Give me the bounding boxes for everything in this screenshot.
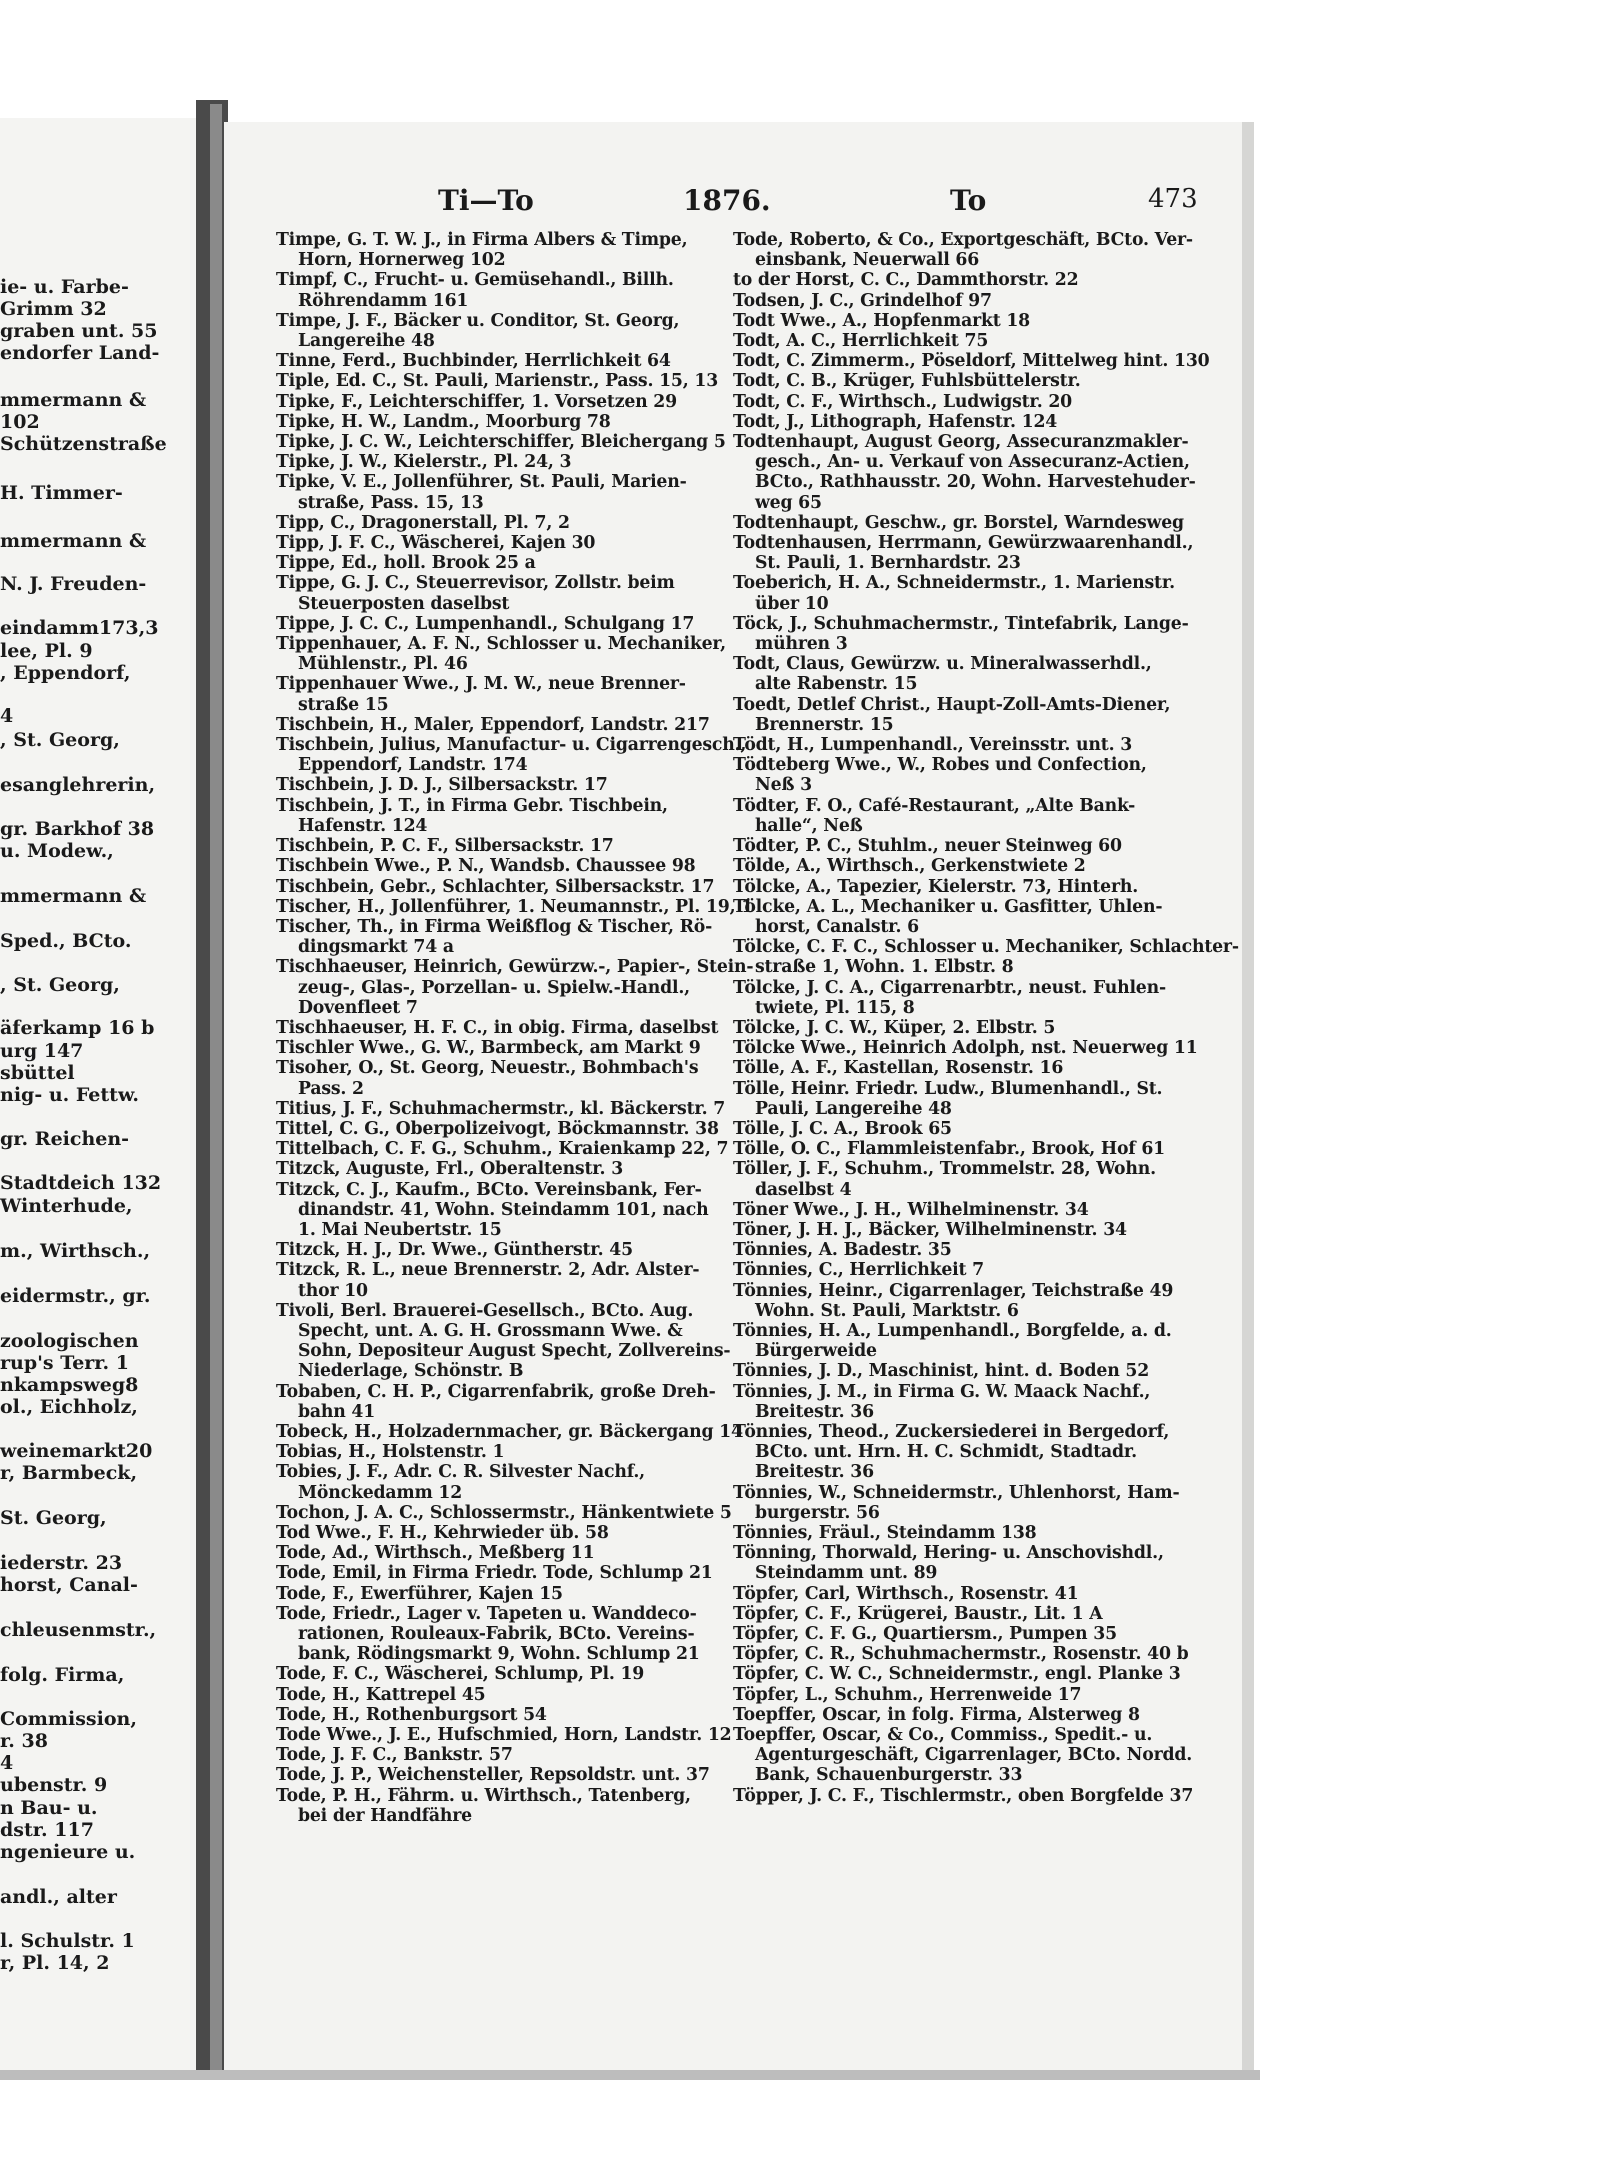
directory-entry-line: straße 15 xyxy=(298,694,389,715)
left-page-fragment: Commission, xyxy=(0,1708,137,1730)
left-page-fragment: äferkamp 16 b xyxy=(0,1017,155,1039)
left-page-text-fragments xyxy=(0,132,200,2072)
directory-entry-line: Töpfer, L., Schuhm., Herrenweide 17 xyxy=(733,1684,1082,1705)
directory-entry-line: thor 10 xyxy=(298,1280,368,1301)
left-page-fragment: 4 xyxy=(0,1752,14,1774)
directory-entry-line: Agenturgeschäft, Cigarrenlager, BCto. Nordd. xyxy=(755,1745,1193,1766)
directory-entry-line: Tobias, H., Holstenstr. 1 xyxy=(276,1442,505,1463)
left-page-fragment: , Eppendorf, xyxy=(0,662,131,684)
directory-entry-line: Töpfer, C. F., Krügerei, Baustr., Lit. 1 A xyxy=(733,1603,1103,1624)
directory-entry-line: Dovenfleet 7 xyxy=(298,997,418,1018)
left-page-fragment: r, Pl. 14, 2 xyxy=(0,1952,110,1974)
left-page-fragment: , St. Georg, xyxy=(0,729,120,751)
directory-entry-line: Breitestr. 36 xyxy=(755,1401,874,1422)
left-page-fragment: mmermann & xyxy=(0,530,147,552)
directory-entry-line: Titzck, C. J., Kaufm., BCto. Vereinsbank, Fer- xyxy=(276,1179,702,1200)
directory-entry-line: Timpf, C., Frucht- u. Gemüsehandl., Billh. xyxy=(276,270,674,291)
directory-entry-line: Tischbein, Gebr., Schlachter, Silbersackstr. 17 xyxy=(276,876,715,897)
directory-entry-line: Tode, J. F. C., Bankstr. 57 xyxy=(276,1745,513,1766)
directory-entry-line: Timpe, G. T. W. J., in Firma Albers & Timpe, xyxy=(276,230,688,250)
page-number: 473 xyxy=(1148,184,1198,214)
directory-entry-line: Tippenhauer, A. F. N., Schlosser u. Mechaniker, xyxy=(276,634,726,655)
directory-entry-line: Tippe, Ed., holl. Brook 25 a xyxy=(276,553,536,574)
directory-entry-line: Toepffer, Oscar, & Co., Commiss., Spedit.- u. xyxy=(733,1725,1153,1746)
directory-entry-line: Todtenhaupt, August Georg, Assecuranzmakler- xyxy=(733,432,1189,453)
directory-entry-line: burgerstr. 56 xyxy=(755,1502,880,1523)
directory-entry-line: BCto., Rathhausstr. 20, Wohn. Harvestehuder- xyxy=(755,472,1196,493)
left-page-fragment: 4 xyxy=(0,705,14,727)
directory-entry-line: Tönnies, W., Schneidermstr., Uhlenhorst, Ham- xyxy=(733,1482,1180,1503)
directory-entry-line: Tode, P. H., Fährm. u. Wirthsch., Tatenberg, xyxy=(276,1785,691,1806)
directory-entry-line: Todsen, J. C., Grindelhof 97 xyxy=(733,290,992,311)
left-page-fragment: horst, Canal- xyxy=(0,1574,138,1596)
directory-entry-line: dinandstr. 41, Wohn. Steindamm 101, nach xyxy=(298,1199,709,1220)
directory-entry-line: Tödt, H., Lumpenhandl., Vereinsstr. unt. 3 xyxy=(733,735,1133,756)
directory-entry-line: rationen, Rouleaux-Fabrik, BCto. Vereins- xyxy=(298,1624,695,1645)
directory-entry-line: Todt, Claus, Gewürzw. u. Mineralwasserhdl., xyxy=(733,654,1152,675)
left-page-fragment: sbüttel xyxy=(0,1062,75,1084)
running-head-year: 1876. xyxy=(683,184,771,217)
directory-entry-line: Horn, Hornerweg 102 xyxy=(298,250,506,271)
directory-entry-line: Tipke, H. W., Landm., Moorburg 78 xyxy=(276,411,611,432)
left-page-fragment: folg. Firma, xyxy=(0,1664,125,1686)
directory-entry-line: Todt, J., Lithograph, Hafenstr. 124 xyxy=(733,411,1058,432)
directory-entry-line: Tippe, G. J. C., Steuerrevisor, Zollstr. beim xyxy=(276,573,675,594)
directory-entry-line: Breitestr. 36 xyxy=(755,1462,874,1483)
directory-entry-line: Toeberich, H. A., Schneidermstr., 1. Marienstr. xyxy=(733,573,1175,594)
directory-entry-line: bank, Rödingsmarkt 9, Wohn. Schlump 21 xyxy=(298,1644,700,1665)
directory-entry-line: twiete, Pl. 115, 8 xyxy=(755,997,915,1018)
directory-entry-line: Tipke, J. W., Kielerstr., Pl. 24, 3 xyxy=(276,452,572,473)
directory-entry-line: halle“, Neß xyxy=(755,815,863,836)
left-page-fragment: 102 xyxy=(0,411,40,433)
left-page-fragment: St. Georg, xyxy=(0,1507,107,1529)
directory-entry-line: Tönnies, Fräul., Steindamm 138 xyxy=(733,1523,1037,1543)
left-page-fragment: r, Barmbeck, xyxy=(0,1462,138,1484)
directory-entry-line: Töller, J. F., Schuhm., Trommelstr. 28, Wohn. xyxy=(733,1159,1156,1180)
directory-entry-line: Tivoli, Berl. Brauerei-Gesellsch., BCto. Aug. xyxy=(276,1300,694,1321)
left-page-fragment: r. 38 xyxy=(0,1730,48,1752)
directory-entry-line: Titzck, R. L., neue Brennerstr. 2, Adr. Alster- xyxy=(276,1260,700,1281)
directory-entry-line: Tölcke, A. L., Mechaniker u. Gasfitter, Uhlen- xyxy=(733,896,1163,917)
directory-entry-line: Tölcke, J. C. W., Küper, 2. Elbstr. 5 xyxy=(733,1017,1056,1038)
directory-entry-line: 1. Mai Neubertstr. 15 xyxy=(298,1219,502,1240)
directory-entry-line: St. Pauli, 1. Bernhardstr. 23 xyxy=(755,553,1021,574)
directory-entry-line: Mühlenstr., Pl. 46 xyxy=(298,654,468,675)
directory-entry-line: Tochon, J. A. C., Schlossermstr., Hänkentwiete 5 xyxy=(276,1502,732,1523)
directory-entry-line: Todt, C. F., Wirthsch., Ludwigstr. 20 xyxy=(733,391,1072,412)
directory-entry-line: Töpfer, C. F. G., Quartiersm., Pumpen 35 xyxy=(733,1624,1117,1645)
directory-entry-line: BCto. unt. Hrn. H. C. Schmidt, Stadtadr. xyxy=(755,1442,1137,1463)
left-page-fragment: ie- u. Farbe- xyxy=(0,276,129,298)
directory-entry-line: Röhrendamm 161 xyxy=(298,290,469,311)
directory-entry-line: Neß 3 xyxy=(755,775,812,796)
left-page-fragment: mmermann & xyxy=(0,389,147,411)
left-page-fragment: gr. Barkhof 38 xyxy=(0,818,155,840)
directory-entry-line: Töpfer, C. R., Schuhmachermstr., Rosenstr. 40 b xyxy=(733,1644,1189,1665)
left-page-fragment: nig- u. Fettw. xyxy=(0,1084,140,1106)
directory-entry-line: Tönnies, Heinr., Cigarrenlager, Teichstraße 49 xyxy=(733,1280,1174,1301)
directory-entry-line: Tode, H., Rothenburgsort 54 xyxy=(276,1704,547,1725)
left-page-fragment: l. Schulstr. 1 xyxy=(0,1930,135,1952)
directory-entry-line: zeug-, Glas-, Porzellan- u. Spielw.-Handl., xyxy=(298,977,690,998)
directory-entry-line: Tölle, Heinr. Friedr. Ludw., Blumenhandl., St. xyxy=(733,1078,1163,1099)
directory-entry-line: Toedt, Detlef Christ., Haupt-Zoll-Amts-Diener, xyxy=(733,694,1171,715)
directory-entry-line: daselbst 4 xyxy=(755,1179,852,1200)
directory-entry-line: Tischbein Wwe., P. N., Wandsb. Chaussee 98 xyxy=(276,856,696,877)
directory-entry-line: horst, Canalstr. 6 xyxy=(755,916,919,937)
directory-entry-line: Todt, C. Zimmerm., Pöseldorf, Mittelweg hint. 130 xyxy=(733,351,1210,372)
directory-entry-line: Tölcke, A., Tapezier, Kielerstr. 73, Hinterh. xyxy=(733,876,1139,897)
directory-entry-line: Tölle, J. C. A., Brook 65 xyxy=(733,1118,952,1139)
directory-entry-line: Todt Wwe., A., Hopfenmarkt 18 xyxy=(733,310,1031,331)
directory-entry-line: Tinne, Ferd., Buchbinder, Herrlichkeit 64 xyxy=(276,351,671,372)
directory-entry-line: Sohn, Depositeur August Specht, Zollvereins- xyxy=(298,1341,731,1362)
directory-entry-line: Eppendorf, Landstr. 174 xyxy=(298,755,528,776)
directory-entry-line: Titius, J. F., Schuhmachermstr., kl. Bäckerstr. 7 xyxy=(276,1098,726,1119)
directory-entry-line: Niederlage, Schönstr. B xyxy=(298,1361,524,1382)
directory-entry-line: Tode, Roberto, & Co., Exportgeschäft, BCto. Ver- xyxy=(733,230,1193,250)
directory-entry-line: Tittelbach, C. F. G., Schuhm., Kraienkamp 22, 7 xyxy=(276,1139,729,1160)
directory-entry-line: Tode, H., Kattrepel 45 xyxy=(276,1684,486,1705)
directory-entry-line: Töck, J., Schuhmachermstr., Tintefabrik, Lange- xyxy=(733,613,1189,634)
directory-entry-line: Timpe, J. F., Bäcker u. Conditor, St. Georg, xyxy=(276,310,680,331)
directory-entry-line: mühren 3 xyxy=(755,634,848,655)
directory-entry-line: Tobeck, H., Holzadernmacher, gr. Bäckergang 14 xyxy=(276,1421,743,1442)
directory-entry-line: weg 65 xyxy=(755,492,822,513)
left-page-fragment: urg 147 xyxy=(0,1040,84,1062)
directory-entry-line: Todtenhausen, Herrmann, Gewürzwaarenhandl., xyxy=(733,533,1194,554)
left-page-fragment: Stadtdeich 132 xyxy=(0,1172,162,1194)
left-page-fragment: , St. Georg, xyxy=(0,974,120,996)
left-page-fragment: eindamm173,3 xyxy=(0,617,159,639)
directory-entry-line: einsbank, Neuerwall 66 xyxy=(755,250,980,271)
left-page-fragment: endorfer Land- xyxy=(0,342,160,364)
directory-entry-line: Tipke, V. E., Jollenführer, St. Pauli, Marien- xyxy=(276,472,687,493)
directory-entry-line: Tönnies, J. D., Maschinist, hint. d. Boden 52 xyxy=(733,1361,1150,1382)
directory-entry-line: Tischler Wwe., G. W., Barmbeck, am Markt 9 xyxy=(276,1038,701,1059)
left-page-fragment: weinemarkt20 xyxy=(0,1440,153,1462)
directory-entry-line: Tölcke, C. F. C., Schlosser u. Mechaniker, Schlachter- xyxy=(733,937,1239,958)
directory-entry-line: Tiple, Ed. C., St. Pauli, Marienstr., Pass. 15, 13 xyxy=(276,371,719,392)
left-page-fragment: rup's Terr. 1 xyxy=(0,1352,130,1374)
directory-entry-line: dingsmarkt 74 a xyxy=(298,937,454,958)
directory-entry-line: Tischbein, H., Maler, Eppendorf, Landstr. 217 xyxy=(276,714,710,735)
left-page-fragment: nkampsweg8 xyxy=(0,1374,139,1396)
directory-column-left xyxy=(276,230,754,1826)
left-page-fragment: eidermstr., gr. xyxy=(0,1285,151,1307)
directory-entry-line: Titzck, Auguste, Frl., Oberaltenstr. 3 xyxy=(276,1159,624,1180)
directory-entry-line: Tölle, O. C., Flammleistenfabr., Brook, Hof 61 xyxy=(733,1139,1166,1160)
directory-entry-line: Tode, Ad., Wirthsch., Meßberg 11 xyxy=(276,1543,595,1564)
left-page-fragment: dstr. 117 xyxy=(0,1819,94,1841)
directory-entry-line: Tölde, A., Wirthsch., Gerkenstwiete 2 xyxy=(733,856,1086,877)
directory-entry-line: Todtenhaupt, Geschw., gr. Borstel, Warndesweg xyxy=(733,512,1184,533)
directory-entry-line: Tödter, F. O., Café-Restaurant, „Alte Bank- xyxy=(733,795,1136,816)
directory-entry-line: Tipke, J. C. W., Leichterschiffer, Bleichergang 5 xyxy=(276,432,726,453)
left-page-fragment: H. Timmer- xyxy=(0,482,123,504)
directory-entry-line: Tippenhauer Wwe., J. M. W., neue Brenner- xyxy=(276,674,686,695)
directory-entry-line: Tippe, J. C. C., Lumpenhandl., Schulgang 17 xyxy=(276,613,695,634)
directory-entry-line: Töner, J. H. J., Bäcker, Wilhelminenstr. 34 xyxy=(733,1219,1127,1240)
left-page-fragment: esanglehrerin, xyxy=(0,774,156,796)
directory-entry-line: Wohn. St. Pauli, Marktstr. 6 xyxy=(755,1300,1019,1321)
directory-entry-line: Töner Wwe., J. H., Wilhelminenstr. 34 xyxy=(733,1199,1089,1220)
directory-entry-line: Tode Wwe., J. E., Hufschmied, Horn, Landstr. 12 xyxy=(276,1725,732,1746)
directory-entry-line: Tödteberg Wwe., W., Robes und Confection, xyxy=(733,755,1147,776)
left-page-fragment: N. J. Freuden- xyxy=(0,573,147,595)
directory-entry-line: Specht, unt. A. G. H. Grossmann Wwe. & xyxy=(298,1320,683,1341)
left-page-fragment: Schützenstraße xyxy=(0,433,167,455)
directory-entry-line: Tischbein, J. D. J., Silbersackstr. 17 xyxy=(276,775,608,796)
directory-entry-line: Bank, Schauenburgerstr. 33 xyxy=(755,1765,1023,1786)
directory-entry-line: Brennerstr. 15 xyxy=(755,714,894,735)
directory-entry-line: Tode, F., Ewerführer, Kajen 15 xyxy=(276,1583,563,1604)
directory-entry-line: Tipke, F., Leichterschiffer, 1. Vorsetzen 29 xyxy=(276,391,677,412)
directory-entry-line: straße 1, Wohn. 1. Elbstr. 8 xyxy=(755,957,1014,978)
directory-entry-line: straße, Pass. 15, 13 xyxy=(298,492,484,513)
directory-entry-line: Tönnies, Theod., Zuckersiederei in Bergedorf, xyxy=(733,1421,1170,1442)
directory-entry-line: Tipp, J. F. C., Wäscherei, Kajen 30 xyxy=(276,533,596,554)
directory-entry-line: Tode, F. C., Wäscherei, Schlump, Pl. 19 xyxy=(276,1664,645,1685)
directory-entry-line: Hafenstr. 124 xyxy=(298,815,428,836)
directory-entry-line: über 10 xyxy=(755,593,829,614)
left-page-fragment: andl., alter xyxy=(0,1886,117,1908)
left-page-fragment: m., Wirthsch., xyxy=(0,1240,151,1262)
running-head-left: Ti—To xyxy=(438,184,534,217)
directory-entry-line: Tittel, C. G., Oberpolizeivogt, Böckmannstr. 38 xyxy=(276,1118,719,1139)
left-page-fragment: ubenstr. 9 xyxy=(0,1774,108,1796)
directory-entry-line: Pass. 2 xyxy=(298,1078,364,1099)
directory-column-right xyxy=(733,230,1239,1806)
right-page xyxy=(228,122,1252,2072)
directory-entry-line: Tischbein, J. T., in Firma Gebr. Tischbein, xyxy=(276,795,668,816)
directory-entry-line: Pauli, Langereihe 48 xyxy=(755,1098,952,1119)
left-page-fragment: chleusenmstr., xyxy=(0,1619,157,1641)
left-page-fragment: iederstr. 23 xyxy=(0,1552,123,1574)
directory-entry-line: Tölcke, J. C. A., Cigarrenarbtr., neust. Fuhlen- xyxy=(733,977,1166,998)
directory-entry-line: Tölle, A. F., Kastellan, Rosenstr. 16 xyxy=(733,1058,1064,1079)
left-page-fragment: lee, Pl. 9 xyxy=(0,640,93,662)
left-page-fragment: u. Modew., xyxy=(0,840,114,862)
directory-entry-line: Töpfer, Carl, Wirthsch., Rosenstr. 41 xyxy=(733,1583,1079,1604)
directory-entry-line: Todt, A. C., Herrlichkeit 75 xyxy=(733,331,989,352)
directory-entry-line: Tode, J. P., Weichensteller, Repsoldstr. unt. 37 xyxy=(276,1765,710,1786)
directory-entry-line: Töpfer, C. W. C., Schneidermstr., engl. Planke 3 xyxy=(733,1664,1181,1685)
directory-entry-line: Tode, Emil, in Firma Friedr. Tode, Schlump 21 xyxy=(276,1563,713,1584)
directory-entry-line: Töpper, J. C. F., Tischlermstr., oben Borgfelde 37 xyxy=(733,1785,1194,1806)
directory-entry-line: alte Rabenstr. 15 xyxy=(755,674,918,695)
directory-entry-line: Tischbein, P. C. F., Silbersackstr. 17 xyxy=(276,836,614,857)
directory-entry-line: Tischer, Th., in Firma Weißflog & Tischer, Rö- xyxy=(276,916,713,937)
left-page-fragment: ngenieure u. xyxy=(0,1841,136,1863)
directory-entry-line: Steindamm unt. 89 xyxy=(755,1563,938,1584)
directory-entry-line: Tönnies, A. Badestr. 35 xyxy=(733,1240,952,1261)
directory-entry-line: Mönckedamm 12 xyxy=(298,1482,463,1503)
directory-entry-line: Tönnies, J. M., in Firma G. W. Maack Nachf., xyxy=(733,1381,1151,1402)
left-page-fragment: Sped., BCto. xyxy=(0,930,132,952)
directory-entry-line: bahn 41 xyxy=(298,1401,376,1422)
directory-entry-line: Tölcke Wwe., Heinrich Adolph, nst. Neuerweg 11 xyxy=(733,1038,1198,1059)
directory-entry-line: Tischhaeuser, Heinrich, Gewürzw.-, Papier-, Stein- xyxy=(276,957,754,978)
directory-entry-line: Steuerposten daselbst xyxy=(298,593,510,614)
directory-entry-line: Bürgerweide xyxy=(755,1341,877,1362)
directory-entry-line: Tobies, J. F., Adr. C. R. Silvester Nachf., xyxy=(276,1462,645,1483)
left-page-fragment: gr. Reichen- xyxy=(0,1128,130,1150)
left-page-fragment: n Bau- u. xyxy=(0,1797,98,1819)
directory-entry-line: Toepffer, Oscar, in folg. Firma, Alsterweg 8 xyxy=(733,1704,1140,1725)
directory-entry-line: Tönnies, C., Herrlichkeit 7 xyxy=(733,1260,984,1281)
left-page-fragment: mmermann & xyxy=(0,885,147,907)
directory-entry-line: Tod Wwe., F. H., Kehrwieder üb. 58 xyxy=(276,1523,609,1543)
directory-entry-line: Titzck, H. J., Dr. Wwe., Güntherstr. 45 xyxy=(276,1240,633,1261)
directory-entry-line: Tödter, P. C., Stuhlm., neuer Steinweg 60 xyxy=(733,836,1122,857)
directory-entry-line: Tischhaeuser, H. F. C., in obig. Firma, daselbst xyxy=(276,1017,719,1038)
directory-entry-line: Tischbein, Julius, Manufactur- u. Cigarrengesch., xyxy=(276,735,747,756)
directory-entry-line: Tode, Friedr., Lager v. Tapeten u. Wanddeco- xyxy=(276,1603,697,1624)
running-head-right: To xyxy=(950,184,987,217)
left-page-fragment: zoologischen xyxy=(0,1330,139,1352)
directory-entry-line: Tisoher, O., St. Georg, Neuestr., Bohmbach's xyxy=(276,1058,699,1079)
left-page-fragment: graben unt. 55 xyxy=(0,320,158,342)
directory-entry-line: Tobaben, C. H. P., Cigarrenfabrik, große Dreh- xyxy=(276,1381,716,1402)
left-page-fragment: Grimm 32 xyxy=(0,298,107,320)
directory-entry-line: Langereihe 48 xyxy=(298,331,435,352)
left-page-fragment: Winterhude, xyxy=(0,1195,133,1217)
directory-entry-line: Todt, C. B., Krüger, Fuhlsbüttelerstr. xyxy=(733,371,1081,392)
directory-entry-line: gesch., An- u. Verkauf von Assecuranz-Actien, xyxy=(755,452,1190,473)
directory-entry-line: Tipp, C., Dragonerstall, Pl. 7, 2 xyxy=(276,512,570,533)
directory-entry-line: Tönning, Thorwald, Hering- u. Anschovishdl., xyxy=(733,1543,1164,1564)
directory-entry-line: Tönnies, H. A., Lumpenhandl., Borgfelde, a. d. xyxy=(733,1320,1172,1341)
left-page-fragment: ol., Eichholz, xyxy=(0,1396,138,1418)
directory-entry-line: to der Horst, C. C., Dammthorstr. 22 xyxy=(733,270,1079,291)
directory-entry-line: Tischer, H., Jollenführer, 1. Neumannstr., Pl. 19, 1 xyxy=(276,896,754,917)
directory-entry-line: bei der Handfähre xyxy=(298,1805,472,1826)
